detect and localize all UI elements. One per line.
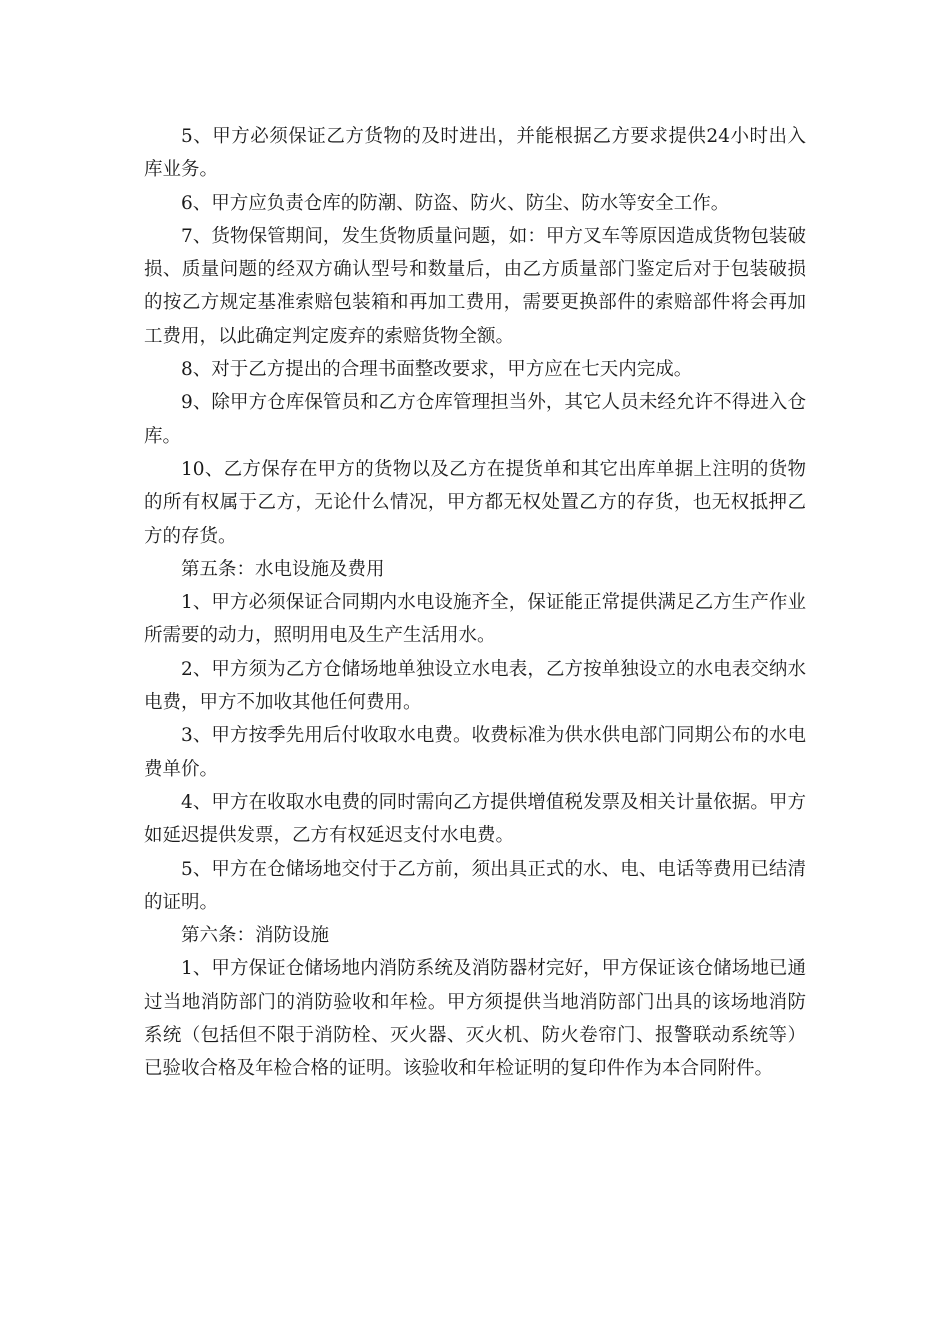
article-6-heading: 第六条：消防设施 (181, 925, 330, 947)
clause-5-2: 2、甲方须为乙方仓储场地单独设立水电表，乙方按单独设立的水电表交纳水电费，甲方不加收其他任何费用。 (144, 658, 806, 714)
clause-4-7: 7、货物保管期间，发生货物质量问题，如：甲方叉车等原因造成货物包装破损、质量问题的经双方确认型号和数量后，由乙方质量部门鉴定后对于包装破损的按乙方规定基准索赔包装箱和再加工费用，需要更换部件的索赔部件将会再加工费用，以此确定判定废弃的索赔货物全额。 (144, 225, 806, 347)
clause-4-6: 6、甲方应负责仓库的防潮、防盗、防火、防尘、防水等安全工作。 (181, 192, 730, 214)
clause-5-5: 5、甲方在仓储场地交付于乙方前，须出具正式的水、电、电话等费用已结清的证明。 (144, 858, 806, 913)
clause-4-9: 9、除甲方仓库保管员和乙方仓库管理担当外，其它人员未经允许不得进入仓库。 (144, 392, 806, 447)
clause-5-3: 3、甲方按季先用后付收取水电费。收费标准为供水供电部门同期公布的水电费单价。 (144, 725, 806, 780)
clause-4-8: 8、对于乙方提出的合理书面整改要求，甲方应在七天内完成。 (181, 359, 693, 381)
clause-5-1: 1、甲方必须保证合同期内水电设施齐全，保证能正常提供满足乙方生产作业所需要的动力，照明用电及生产生活用水。 (144, 592, 806, 647)
clause-5-4: 4、甲方在收取水电费的同时需向乙方提供增值税发票及相关计量依据。甲方如延迟提供发票，乙方有权延迟支付水电费。 (144, 791, 806, 847)
document-body (144, 120, 806, 1086)
article-5-heading: 第五条：水电设施及费用 (181, 558, 385, 580)
clause-4-10: 10、乙方保存在甲方的货物以及乙方在提货单和其它出库单据上注明的货物的所有权属于乙方，无论什么情况，甲方都无权处置乙方的存货，也无权抵押乙方的存货。 (144, 458, 806, 547)
clause-6-1: 1、甲方保证仓储场地内消防系统及消防器材完好，甲方保证该仓储场地已通过当地消防部门的消防验收和年检。甲方须提供当地消防部门出具的该场地消防系统（包括但不限于消防栓、灭火器、灭火机、防火卷帘门、报警联动系统等）已验收合格及年检合格的证明。该验收和年检证明的复印件作为本合同附件。 (144, 958, 806, 1080)
clause-4-5: 5、甲方必须保证乙方货物的及时进出，并能根据乙方要求提供24小时出入库业务。 (144, 126, 806, 181)
